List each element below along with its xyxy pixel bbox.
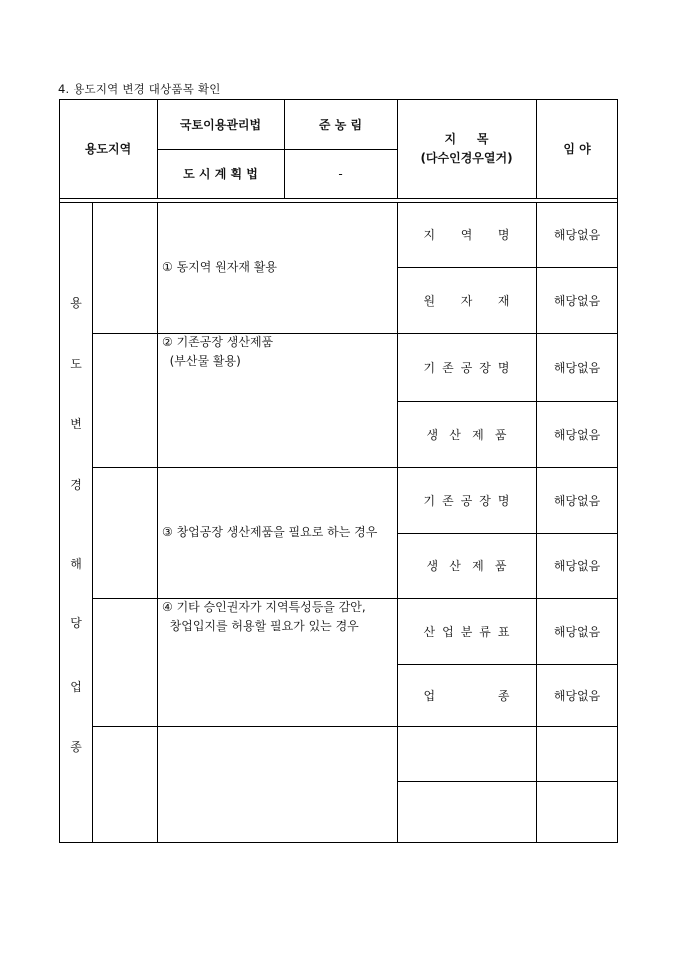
section-3-item-2: [397, 533, 536, 598]
side-label-3: 경: [70, 478, 82, 492]
section-3-item-1: [397, 467, 536, 533]
item-char: 기: [423, 493, 436, 508]
item-char: 업: [423, 688, 436, 703]
side-label-7: 종: [70, 740, 82, 754]
item-char: 품: [494, 427, 507, 442]
page-title: 4. 용도지역 변경 대상품목 확인: [58, 82, 221, 96]
item-char: 공: [460, 493, 473, 508]
item-char: 산: [449, 427, 461, 442]
section-4-item-1: [397, 598, 536, 664]
section-3-value-2: 해당없음: [553, 559, 601, 573]
section-2-item-2: [397, 401, 536, 467]
item-char: 지: [423, 228, 436, 242]
section-2-value-1: 해당없음: [553, 360, 601, 375]
item-char: 생: [426, 427, 439, 442]
item-char: 존: [442, 360, 454, 375]
header-jimok-line1: 지 목: [444, 131, 489, 146]
section-3-value-1: 해당없음: [553, 493, 601, 508]
section-4-desc-line1: ④ 기타 승인권자가 지역특성등을 감안,: [162, 600, 366, 614]
section-4-desc: [162, 598, 394, 726]
section-1-item-1: [397, 202, 536, 267]
item-char: 자: [460, 293, 473, 308]
item-char: 분: [460, 624, 473, 639]
section-2-value-2: 해당없음: [553, 427, 601, 442]
side-label-2: 변: [70, 417, 82, 431]
item-char: 제: [472, 559, 484, 573]
header-jimok: [397, 99, 536, 198]
item-char: 원: [423, 293, 436, 308]
header-imya: 임 야: [563, 142, 591, 156]
header-zone: 용도지역: [84, 142, 132, 156]
item-char: 재: [497, 293, 510, 308]
header-law1: 국토이용관리법: [179, 117, 262, 132]
section-1-item-2: [397, 267, 536, 333]
section-4-item-2: [397, 664, 536, 726]
item-char: 종: [497, 688, 510, 703]
side-label-6: 업: [70, 680, 82, 694]
section-4-value-1: 해당없음: [553, 624, 601, 639]
header-law1-value: 준 농 림: [318, 117, 363, 132]
item-char: 기: [423, 360, 436, 375]
item-char: 제: [472, 427, 484, 442]
item-char: 산: [449, 559, 461, 573]
section-2-desc-line2: (부산물 활용): [162, 354, 241, 368]
item-char: 명: [497, 360, 510, 375]
header-jimok-line2: (다수인경우열거): [420, 150, 513, 165]
section-4-value-2: 해당없음: [553, 688, 601, 703]
item-char: 명: [497, 493, 510, 508]
item-char: 역: [460, 228, 473, 242]
item-char: 표: [497, 624, 510, 639]
side-label-4: 해: [70, 557, 82, 571]
header-law2: 도 시 계 획 법: [183, 167, 258, 181]
item-char: 생: [426, 559, 439, 573]
item-char: 공: [460, 360, 473, 375]
item-char: 품: [494, 559, 507, 573]
side-label-1: 도: [70, 357, 82, 371]
section-2-desc-line1: ② 기존공장 생산제품: [162, 335, 274, 349]
item-char: 류: [479, 624, 491, 639]
item-char: 장: [479, 360, 491, 375]
section-3-desc: ③ 창업공장 생산제품을 필요로 하는 경우: [162, 525, 378, 539]
section-4-desc-line2: 창업입지를 허용할 필요가 있는 경우: [162, 619, 359, 633]
section-1-value-1: 해당없음: [553, 228, 601, 242]
item-char: 존: [442, 493, 454, 508]
section-2-item-1: [397, 333, 536, 401]
section-1-desc: ① 동지역 원자재 활용: [162, 260, 277, 274]
item-char: 장: [479, 493, 491, 508]
side-label-5: 당: [70, 616, 82, 630]
section-2-desc: [162, 333, 394, 467]
section-1-value-2: 해당없음: [553, 293, 601, 308]
item-char: 산: [423, 624, 436, 639]
side-label-0: 용: [70, 296, 82, 310]
item-char: 업: [442, 624, 454, 639]
header-law2-value: -: [338, 166, 343, 181]
item-char: 명: [497, 228, 510, 242]
